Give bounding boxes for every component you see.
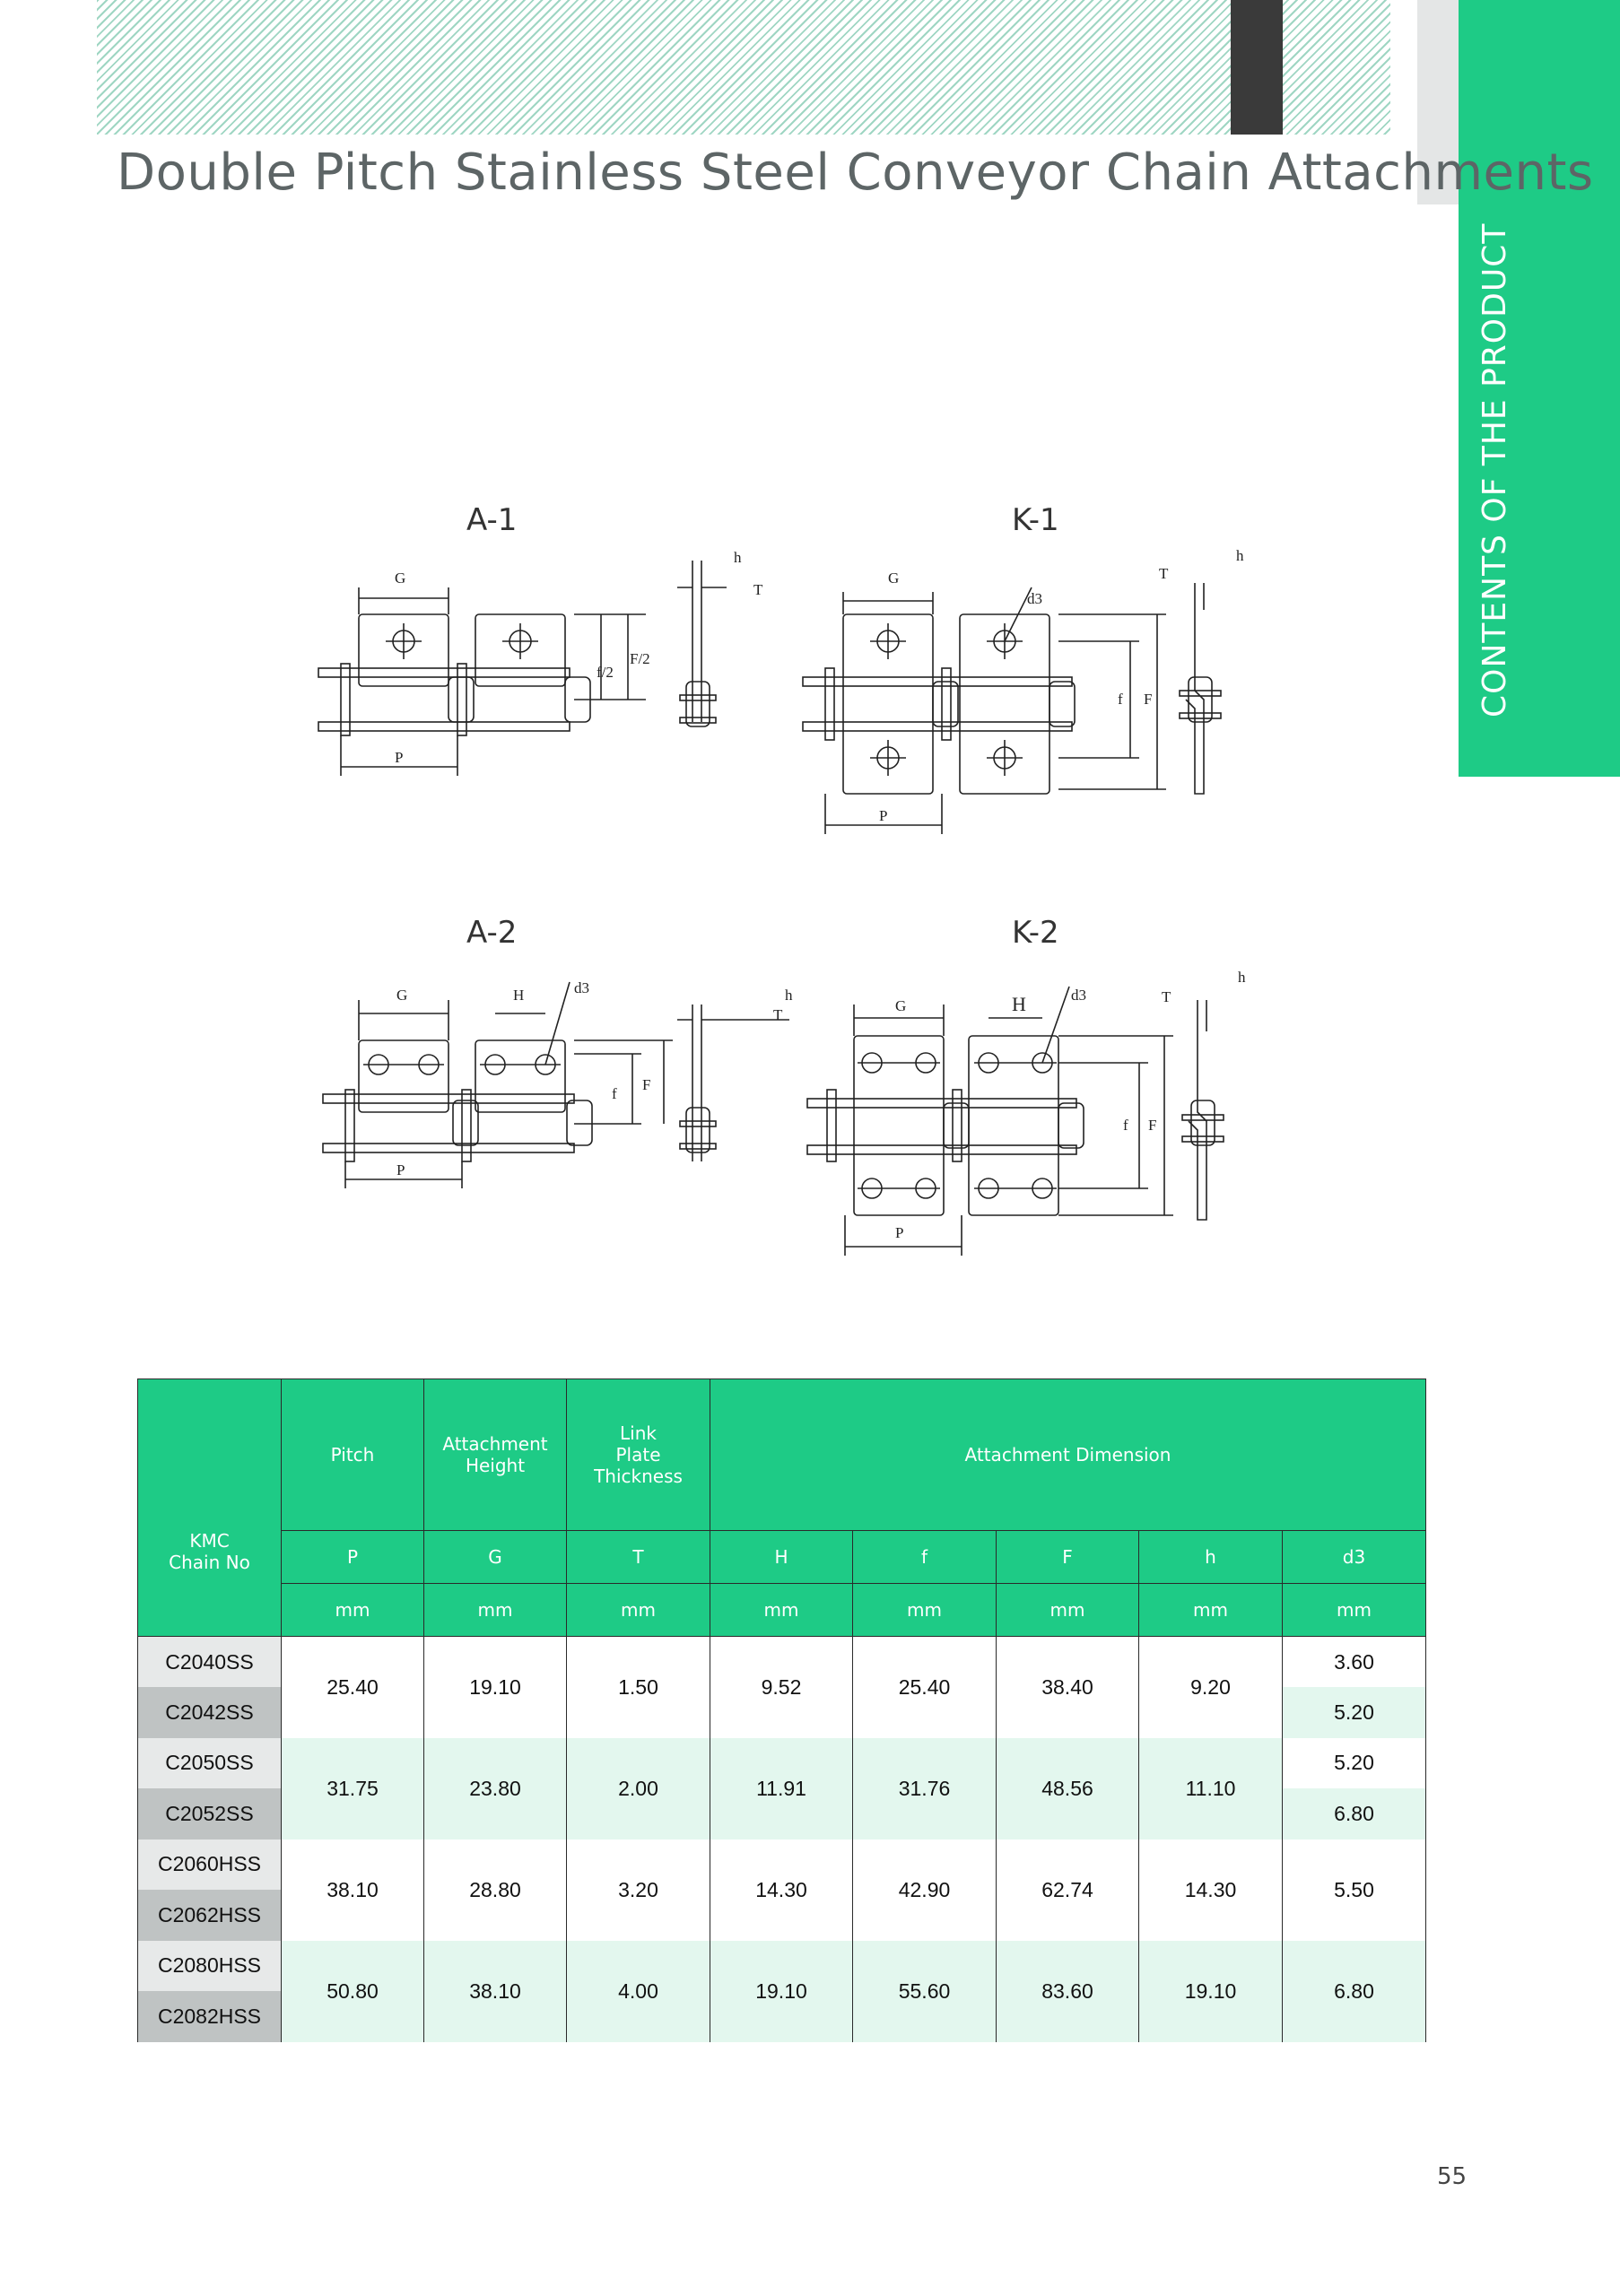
svg-text:F: F <box>642 1076 651 1093</box>
f-lower-cell: 31.76 <box>853 1738 997 1839</box>
unit-cell: mm <box>997 1584 1139 1637</box>
svg-text:G: G <box>888 570 900 587</box>
svg-text:f: f <box>1123 1117 1128 1134</box>
f-upper-cell: 48.56 <box>997 1738 1139 1839</box>
f-upper-cell: 38.40 <box>997 1637 1139 1738</box>
svg-text:h: h <box>1238 969 1246 986</box>
header-chain-no: KMC Chain No <box>138 1379 282 1637</box>
svg-text:d3: d3 <box>574 979 589 996</box>
symbol-cell: h <box>1139 1531 1283 1584</box>
svg-text:f: f <box>1118 691 1123 708</box>
chain-no-cell: C2040SS <box>138 1637 282 1688</box>
spec-table <box>137 1378 1426 2042</box>
symbol-cell: F <box>997 1531 1139 1584</box>
table-row <box>138 1637 1426 1688</box>
d3-cell: 5.20 <box>1283 1738 1426 1789</box>
svg-text:F: F <box>1144 691 1153 708</box>
d3-cell: 5.50 <box>1283 1839 1426 1941</box>
symbol-cell: f <box>853 1531 997 1584</box>
diagram-k1-label: K-1 <box>1012 502 1059 538</box>
svg-text:f/2: f/2 <box>597 664 614 681</box>
h-lower-cell: 9.20 <box>1139 1637 1283 1738</box>
chain-no-cell: C2060HSS <box>138 1839 282 1891</box>
diagram-a1-label: A-1 <box>466 502 518 538</box>
svg-text:P: P <box>395 749 404 766</box>
table-row <box>138 1941 1426 1992</box>
pitch-cell: 31.75 <box>282 1738 424 1839</box>
svg-text:d3: d3 <box>1027 590 1042 607</box>
symbol-cell: H <box>710 1531 853 1584</box>
h-lower-cell: 19.10 <box>1139 1941 1283 2042</box>
header-attachment-dimension: Attachment Dimension <box>710 1379 1426 1531</box>
page-number: 55 <box>1437 2163 1468 2190</box>
svg-text:h: h <box>734 549 742 566</box>
h-upper-cell: 11.91 <box>710 1738 853 1839</box>
h-lower-cell: 11.10 <box>1139 1738 1283 1839</box>
unit-cell: mm <box>282 1584 424 1637</box>
pitch-cell: 50.80 <box>282 1941 424 2042</box>
chain-no-cell: C2062HSS <box>138 1890 282 1941</box>
pitch-cell: 25.40 <box>282 1637 424 1738</box>
svg-text:h: h <box>785 987 793 1004</box>
svg-text:T: T <box>1162 988 1171 1005</box>
svg-text:F: F <box>1148 1117 1157 1134</box>
t-cell: 3.20 <box>567 1839 710 1941</box>
side-section-label: CONTENTS OF THE PRODUCT <box>1476 222 1513 718</box>
svg-text:P: P <box>879 807 888 824</box>
h-upper-cell: 9.52 <box>710 1637 853 1738</box>
svg-text:G: G <box>396 987 408 1004</box>
chain-no-cell: C2050SS <box>138 1738 282 1789</box>
svg-text:T: T <box>773 1006 783 1023</box>
header-dark-bar <box>1231 0 1283 135</box>
svg-text:d3: d3 <box>1071 987 1086 1004</box>
chain-no-cell: C2082HSS <box>138 1991 282 2042</box>
page-title: Double Pitch Stainless Steel Conveyor Chain Attachments <box>117 144 1594 202</box>
f-upper-cell: 62.74 <box>997 1839 1139 1941</box>
table-row <box>138 1839 1426 1891</box>
svg-text:H: H <box>513 987 525 1004</box>
svg-text:P: P <box>396 1161 405 1178</box>
h-upper-cell: 14.30 <box>710 1839 853 1941</box>
g-cell: 19.10 <box>424 1637 567 1738</box>
chain-no-cell: C2052SS <box>138 1788 282 1839</box>
t-cell: 1.50 <box>567 1637 710 1738</box>
svg-text:P: P <box>895 1224 904 1241</box>
diagram-k2 <box>789 964 1274 1260</box>
unit-cell: mm <box>567 1584 710 1637</box>
svg-text:G: G <box>395 570 406 587</box>
svg-text:h: h <box>1236 547 1244 564</box>
d3-cell: 5.20 <box>1283 1687 1426 1738</box>
t-cell: 4.00 <box>567 1941 710 2042</box>
unit-cell: mm <box>1283 1584 1426 1637</box>
svg-text:T: T <box>753 581 763 598</box>
chain-no-cell: C2042SS <box>138 1687 282 1738</box>
svg-text:f: f <box>612 1085 617 1102</box>
g-cell: 38.10 <box>424 1941 567 2042</box>
h-upper-cell: 19.10 <box>710 1941 853 2042</box>
f-upper-cell: 83.60 <box>997 1941 1139 2042</box>
g-cell: 28.80 <box>424 1839 567 1941</box>
d3-cell: 6.80 <box>1283 1941 1426 2042</box>
header-link-plate-thickness: Link Plate Thickness <box>567 1379 710 1531</box>
f-lower-cell: 55.60 <box>853 1941 997 2042</box>
unit-cell: mm <box>424 1584 567 1637</box>
t-cell: 2.00 <box>567 1738 710 1839</box>
diagram-a1 <box>305 543 771 794</box>
d3-cell: 6.80 <box>1283 1788 1426 1839</box>
header-attachment-height: Attachment Height <box>424 1379 567 1531</box>
symbol-cell: G <box>424 1531 567 1584</box>
unit-cell: mm <box>710 1584 853 1637</box>
pitch-cell: 38.10 <box>282 1839 424 1941</box>
h-lower-cell: 14.30 <box>1139 1839 1283 1941</box>
symbol-cell: d3 <box>1283 1531 1426 1584</box>
table-row <box>138 1738 1426 1789</box>
diagram-a2-label: A-2 <box>466 915 518 951</box>
diagram-a2 <box>305 964 807 1188</box>
chain-no-cell: C2080HSS <box>138 1941 282 1992</box>
svg-text:G: G <box>895 997 907 1014</box>
svg-text:T: T <box>1159 565 1169 582</box>
f-lower-cell: 42.90 <box>853 1839 997 1941</box>
diagram-k2-label: K-2 <box>1012 915 1059 951</box>
f-lower-cell: 25.40 <box>853 1637 997 1738</box>
header-pitch: Pitch <box>282 1379 424 1531</box>
g-cell: 23.80 <box>424 1738 567 1839</box>
unit-cell: mm <box>1139 1584 1283 1637</box>
symbol-cell: T <box>567 1531 710 1584</box>
svg-text:H: H <box>1012 993 1026 1015</box>
unit-cell: mm <box>853 1584 997 1637</box>
header-hatch-band <box>97 0 1390 135</box>
symbol-cell: P <box>282 1531 424 1584</box>
diagram-k1 <box>789 543 1256 839</box>
svg-text:F/2: F/2 <box>630 650 650 667</box>
d3-cell: 3.60 <box>1283 1637 1426 1688</box>
